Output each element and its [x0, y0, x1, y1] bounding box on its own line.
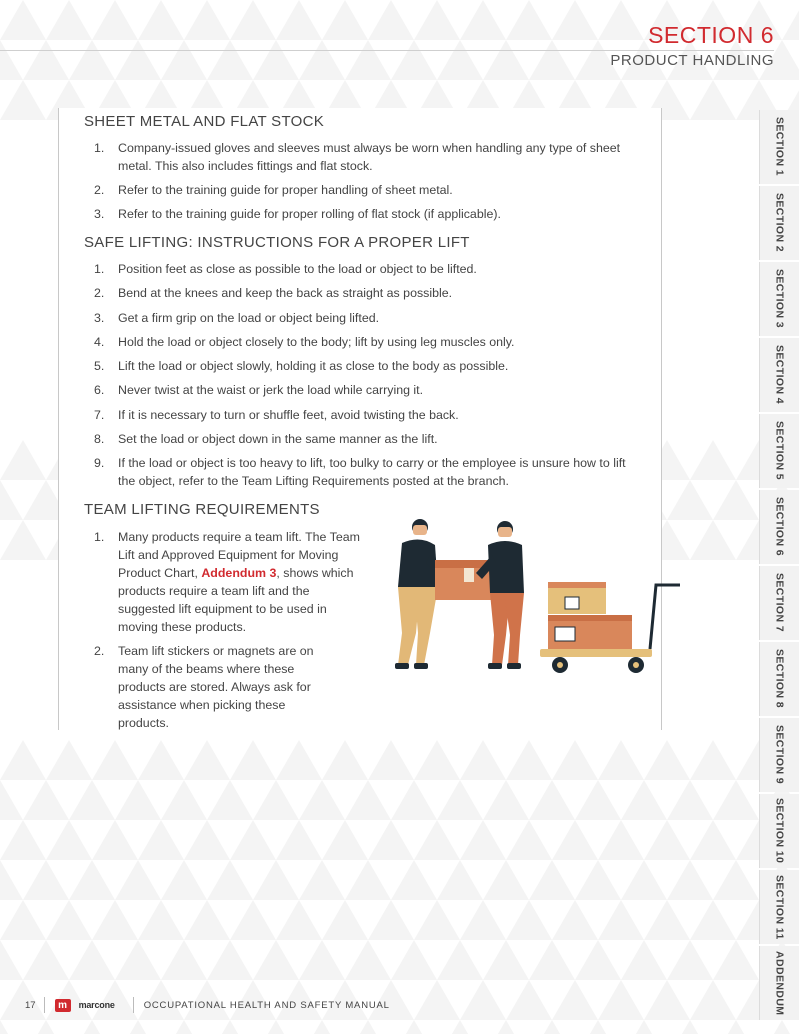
- background-triangle: [529, 780, 575, 820]
- tab-section-9[interactable]: SECTION 9: [759, 718, 799, 792]
- logo-icon: m: [55, 999, 71, 1012]
- background-triangle: [690, 520, 736, 560]
- tab-section-1[interactable]: SECTION 1: [759, 110, 799, 184]
- logo-wordmark: marcone: [78, 1000, 115, 1010]
- tab-section-11[interactable]: SECTION 11: [759, 870, 799, 944]
- team-lifting-list: [94, 528, 364, 738]
- background-triangle: [138, 820, 184, 860]
- background-triangle: [115, 1020, 161, 1034]
- background-triangle: [782, 0, 799, 40]
- background-triangle: [253, 940, 299, 980]
- footer-divider: [133, 997, 134, 1013]
- background-triangle: [207, 1020, 253, 1034]
- background-triangle: [0, 80, 46, 120]
- background-triangle: [713, 940, 759, 980]
- background-triangle: [0, 520, 46, 560]
- background-triangle: [598, 740, 644, 780]
- background-triangle: [0, 900, 46, 940]
- background-triangle: [184, 820, 230, 860]
- tab-section-10[interactable]: SECTION 10: [759, 794, 799, 868]
- background-triangle: [460, 0, 506, 40]
- background-triangle: [437, 860, 483, 900]
- workers-lifting-box-illustration: [380, 515, 680, 680]
- background-triangle: [598, 980, 644, 1020]
- background-triangle: [276, 900, 322, 940]
- background-triangle: [0, 780, 23, 820]
- background-triangle: [621, 1020, 667, 1034]
- background-triangle: [391, 780, 437, 820]
- background-triangle: [437, 940, 483, 980]
- background-triangle: [92, 820, 138, 860]
- background-triangle: [253, 780, 299, 820]
- background-triangle: [92, 740, 138, 780]
- addendum-3-link[interactable]: Addendum 3: [201, 566, 277, 580]
- background-triangle: [345, 940, 391, 980]
- tab-section-2[interactable]: SECTION 2: [759, 186, 799, 260]
- background-triangle: [368, 740, 414, 780]
- list-item: 3. Refer to the training guide for proper rolling of flat stock (if applicable).: [94, 207, 501, 221]
- background-triangle: [437, 1020, 483, 1034]
- heading-safe-lifting: SAFE LIFTING: INSTRUCTIONS FOR A PROPER LIFT: [84, 234, 470, 251]
- background-triangle: [506, 900, 552, 940]
- background-triangle: [483, 780, 529, 820]
- background-triangle: [506, 980, 552, 1020]
- background-triangle: [230, 900, 276, 940]
- background-triangle: [230, 820, 276, 860]
- background-triangle: [92, 900, 138, 940]
- hand-truck-cart-illustration: [540, 582, 680, 673]
- section-tabs: [759, 110, 799, 1022]
- background-triangle: [621, 780, 667, 820]
- background-triangle: [552, 740, 598, 780]
- background-triangle: [598, 0, 644, 40]
- background-triangle: [253, 1020, 299, 1034]
- background-triangle: [437, 40, 483, 80]
- background-triangle: [46, 0, 92, 40]
- background-triangle: [138, 740, 184, 780]
- background-triangle: [345, 860, 391, 900]
- background-triangle: [69, 40, 115, 80]
- background-triangle: [23, 40, 69, 80]
- background-triangle: [598, 820, 644, 860]
- background-triangle: [483, 40, 529, 80]
- background-triangle: [299, 40, 345, 80]
- background-triangle: [299, 940, 345, 980]
- background-triangle: [414, 980, 460, 1020]
- list-item: 1. Many products require a team lift. The Team Lift and Approved Equipment for Moving Product Chart, Addendum 3, shows which products require a team lift and the suggested lift equipment to be used in moving these products.: [94, 530, 360, 634]
- background-triangle: [506, 820, 552, 860]
- background-triangle: [460, 820, 506, 860]
- page-footer: [25, 996, 390, 1014]
- background-triangle: [69, 860, 115, 900]
- background-triangle: [644, 980, 690, 1020]
- background-triangle: [667, 480, 713, 520]
- background-triangle: [0, 940, 23, 980]
- background-triangle: [621, 860, 667, 900]
- background-triangle: [0, 480, 23, 520]
- background-triangle: [69, 780, 115, 820]
- background-triangle: [414, 0, 460, 40]
- background-triangle: [299, 1020, 345, 1034]
- background-triangle: [759, 1020, 799, 1034]
- background-triangle: [414, 820, 460, 860]
- background-triangle: [690, 440, 736, 480]
- list-item: 2. Team lift stickers or magnets are on many of the beams where these products are stored. Always ask for assistance when picking these products.: [94, 644, 314, 730]
- background-triangle: [0, 740, 46, 780]
- background-triangle: [391, 940, 437, 980]
- sheet-metal-list: [94, 139, 634, 229]
- background-triangle: [46, 820, 92, 860]
- tab-section-5[interactable]: SECTION 5: [759, 414, 799, 488]
- tab-section-3[interactable]: SECTION 3: [759, 262, 799, 336]
- background-triangle: [161, 860, 207, 900]
- page-number: 17: [25, 999, 36, 1011]
- list-item: 8. Set the load or object down in the same manner as the lift.: [94, 432, 438, 447]
- background-triangle: [322, 820, 368, 860]
- background-triangle: [322, 900, 368, 940]
- background-triangle: [46, 900, 92, 940]
- list-item: 1. Position feet as close as possible to the load or object to be lifted.: [94, 262, 477, 276]
- background-triangle: [414, 740, 460, 780]
- background-triangle: [713, 860, 759, 900]
- background-triangle: [713, 480, 759, 520]
- background-triangle: [690, 740, 736, 780]
- background-triangle: [460, 900, 506, 940]
- background-triangle: [667, 940, 713, 980]
- tab-section-6[interactable]: SECTION 6: [759, 490, 799, 564]
- background-triangle: [391, 40, 437, 80]
- background-triangle: [644, 740, 690, 780]
- list-item: 5. Lift the load or object slowly, holding it as close to the body as possible.: [94, 359, 509, 374]
- background-triangle: [207, 860, 253, 900]
- background-triangle: [644, 820, 690, 860]
- background-triangle: [161, 1020, 207, 1034]
- background-triangle: [345, 780, 391, 820]
- background-triangle: [690, 820, 736, 860]
- background-triangle: [552, 980, 598, 1020]
- list-item: 3. Get a firm grip on the load or object being lifted.: [94, 310, 380, 325]
- background-triangle: [69, 1020, 115, 1034]
- background-triangle: [644, 900, 690, 940]
- tab-addendum[interactable]: ADDENDUM: [759, 946, 799, 1020]
- background-triangle: [667, 860, 713, 900]
- background-triangle: [23, 1020, 69, 1034]
- background-triangle: [230, 0, 276, 40]
- background-triangle: [23, 940, 69, 980]
- background-triangle: [575, 940, 621, 980]
- background-triangle: [391, 860, 437, 900]
- background-triangle: [276, 740, 322, 780]
- heading-team-lifting: TEAM LIFTING REQUIREMENTS: [84, 501, 320, 518]
- background-triangle: [460, 740, 506, 780]
- background-triangle: [483, 860, 529, 900]
- background-triangle: [598, 900, 644, 940]
- background-triangle: [529, 860, 575, 900]
- background-triangle: [345, 40, 391, 80]
- manual-title: OCCUPATIONAL HEALTH AND SAFETY MANUAL: [143, 999, 390, 1011]
- background-triangle: [621, 940, 667, 980]
- background-triangle: [207, 40, 253, 80]
- background-triangle: [575, 860, 621, 900]
- header-divider: [0, 50, 774, 51]
- background-triangle: [0, 820, 46, 860]
- background-triangle: [0, 860, 23, 900]
- background-triangle: [322, 740, 368, 780]
- background-triangle: [23, 780, 69, 820]
- background-triangle: [184, 740, 230, 780]
- background-triangle: [368, 0, 414, 40]
- tab-section-7[interactable]: SECTION 7: [759, 566, 799, 640]
- list-item: 6. Never twist at the waist or jerk the load while carrying it.: [94, 383, 424, 398]
- background-triangle: [138, 900, 184, 940]
- background-triangle: [0, 440, 46, 480]
- background-triangle: [207, 940, 253, 980]
- background-triangle: [207, 780, 253, 820]
- section-title: SECTION 6: [648, 22, 774, 48]
- background-triangle: [161, 780, 207, 820]
- background-triangle: [483, 940, 529, 980]
- background-triangle: [713, 1020, 759, 1034]
- background-triangle: [345, 1020, 391, 1034]
- background-triangle: [575, 1020, 621, 1034]
- background-triangle: [575, 780, 621, 820]
- background-triangle: [529, 940, 575, 980]
- background-triangle: [437, 780, 483, 820]
- background-triangle: [667, 1020, 713, 1034]
- background-triangle: [115, 780, 161, 820]
- list-item: 4. Hold the load or object closely to the body; lift by using leg muscles only.: [94, 334, 515, 349]
- background-triangle: [368, 820, 414, 860]
- background-triangle: [23, 860, 69, 900]
- background-triangle: [0, 1020, 23, 1034]
- background-triangle: [184, 900, 230, 940]
- background-triangle: [690, 80, 736, 120]
- tab-section-8[interactable]: SECTION 8: [759, 642, 799, 716]
- background-triangle: [161, 940, 207, 980]
- background-triangle: [230, 740, 276, 780]
- background-triangle: [0, 40, 23, 80]
- background-triangle: [299, 860, 345, 900]
- background-triangle: [46, 740, 92, 780]
- background-triangle: [115, 40, 161, 80]
- footer-divider: [44, 997, 45, 1013]
- background-triangle: [161, 40, 207, 80]
- background-triangle: [506, 0, 552, 40]
- background-triangle: [667, 780, 713, 820]
- background-triangle: [253, 40, 299, 80]
- background-triangle: [713, 780, 759, 820]
- background-triangle: [460, 980, 506, 1020]
- background-triangle: [506, 740, 552, 780]
- background-triangle: [552, 0, 598, 40]
- background-triangle: [690, 900, 736, 940]
- list-item: 7. If it is necessary to turn or shuffle feet, avoid twisting the back.: [94, 407, 459, 422]
- safe-lifting-list: [94, 260, 634, 497]
- background-triangle: [529, 1020, 575, 1034]
- background-triangle: [368, 900, 414, 940]
- background-triangle: [483, 1020, 529, 1034]
- heading-sheet-metal: SHEET METAL AND FLAT STOCK: [84, 113, 325, 130]
- background-triangle: [276, 820, 322, 860]
- background-triangle: [552, 820, 598, 860]
- tab-section-4[interactable]: SECTION 4: [759, 338, 799, 412]
- background-triangle: [414, 900, 460, 940]
- background-triangle: [184, 0, 230, 40]
- list-item: 1. Company-issued gloves and sleeves must always be worn when handling any type of sheet metal. This also includes fittings and flat stock.: [94, 141, 621, 173]
- list-item: 2. Bend at the knees and keep the back as straight as possible.: [94, 286, 453, 301]
- background-triangle: [552, 900, 598, 940]
- background-triangle: [276, 0, 322, 40]
- background-triangle: [115, 860, 161, 900]
- list-item: 9. If the load or object is too heavy to lift, too bulky to carry or the employee is unsure how to lift the object, refer to the Team Lifting Requirements posted at the branch.: [94, 456, 626, 489]
- section-subtitle: PRODUCT HANDLING: [610, 52, 774, 69]
- background-triangle: [0, 0, 46, 40]
- background-triangle: [92, 0, 138, 40]
- background-triangle: [115, 940, 161, 980]
- background-triangle: [299, 780, 345, 820]
- background-triangle: [69, 940, 115, 980]
- background-triangle: [253, 860, 299, 900]
- background-triangle: [322, 0, 368, 40]
- background-triangle: [529, 40, 575, 80]
- marcone-logo: [55, 999, 115, 1012]
- background-triangle: [690, 980, 736, 1020]
- list-item: 2. Refer to the training guide for proper handling of sheet metal.: [94, 183, 453, 197]
- background-triangle: [138, 0, 184, 40]
- background-triangle: [391, 1020, 437, 1034]
